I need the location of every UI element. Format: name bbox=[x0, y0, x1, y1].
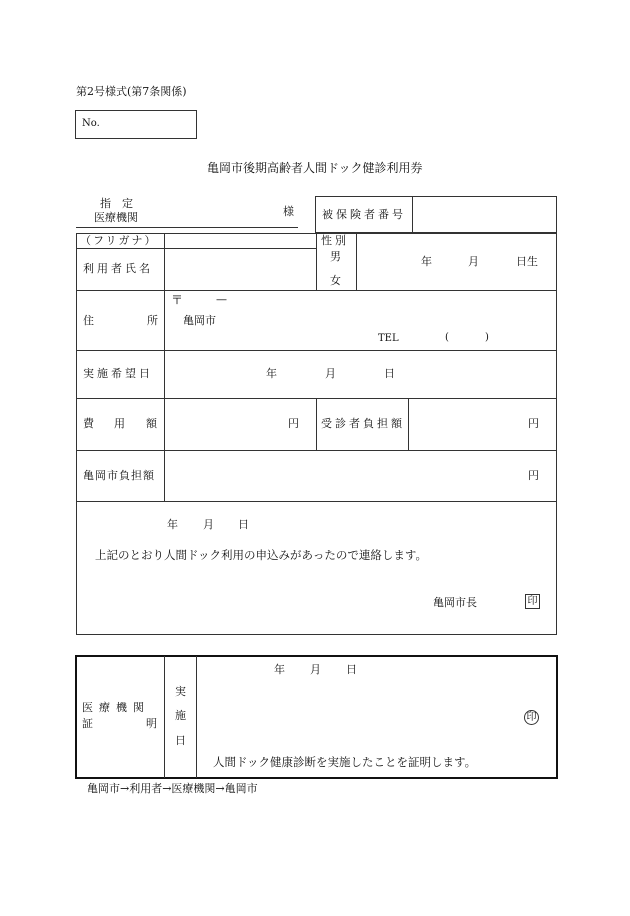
cert-month: 月 bbox=[310, 663, 321, 676]
cert-date-field[interactable] bbox=[197, 657, 556, 757]
cert-seal-icon: 印 bbox=[524, 710, 539, 725]
exec-date-char-3: 日 bbox=[175, 734, 186, 747]
notice-month: 月 bbox=[203, 518, 214, 531]
cert-statement: 人間ドック健康診断を実施したことを証明します。 bbox=[213, 755, 477, 769]
birth-day-label: 日生 bbox=[516, 255, 538, 268]
routing-line: 亀岡市→利用者→医療機関→亀岡市 bbox=[87, 782, 258, 795]
notice-day: 日 bbox=[238, 518, 249, 531]
notice-year: 年 bbox=[167, 518, 178, 531]
patient-burden-yen: 円 bbox=[528, 417, 539, 430]
desired-day-label: 日 bbox=[384, 367, 395, 380]
tel-open-paren: ( bbox=[445, 332, 449, 343]
cost-yen: 円 bbox=[288, 417, 299, 430]
tel-label: TEL bbox=[378, 333, 399, 344]
cost-label-1: 費 bbox=[83, 417, 94, 430]
notice-text: 上記のとおり人間ドック利用の申込みがあったので連絡します。 bbox=[95, 548, 428, 562]
gender-male[interactable]: 男 bbox=[330, 250, 341, 263]
exec-date-char-2: 施 bbox=[175, 709, 186, 722]
birth-month-label: 月 bbox=[468, 255, 479, 268]
birth-year-label: 年 bbox=[421, 255, 432, 268]
mayor-label: 亀岡市長 bbox=[433, 596, 477, 609]
cert-label-line1: 医療機関 bbox=[82, 701, 150, 714]
city-burden-label: 亀岡市負担額 bbox=[83, 469, 155, 482]
honorific-sama: 様 bbox=[283, 205, 294, 218]
insured-number-label: 被保険者番号 bbox=[322, 208, 406, 221]
cost-label-2: 用 bbox=[114, 417, 125, 430]
postal-mark: 〒 bbox=[171, 293, 184, 307]
cert-label-line2b: 明 bbox=[146, 717, 157, 730]
document-title: 亀岡市後期高齢者人間ドック健診利用券 bbox=[207, 161, 423, 175]
cert-label-line2a: 証 bbox=[82, 717, 93, 730]
address-label-1: 住 bbox=[83, 314, 94, 327]
postal-dash: — bbox=[216, 293, 227, 306]
gender-female[interactable]: 女 bbox=[330, 274, 341, 287]
insured-number-field[interactable] bbox=[413, 197, 556, 232]
designated-label: 指 定 bbox=[100, 197, 133, 210]
desired-month-label: 月 bbox=[325, 367, 336, 380]
exec-date-char-1: 実 bbox=[175, 685, 186, 698]
form-reference: 第2号様式(第7条関係) bbox=[76, 85, 187, 98]
cert-year: 年 bbox=[274, 663, 285, 676]
mayor-seal-icon: 印 bbox=[525, 594, 540, 609]
patient-burden-label: 受診者負担額 bbox=[321, 417, 405, 430]
cert-day: 日 bbox=[346, 663, 357, 676]
cost-label-3: 額 bbox=[146, 417, 157, 430]
medical-institution-label: 医療機関 bbox=[94, 211, 138, 224]
address-field[interactable] bbox=[165, 291, 556, 349]
address-label-2: 所 bbox=[147, 314, 158, 327]
tel-close-paren: ) bbox=[485, 332, 489, 343]
address-city: 亀岡市 bbox=[183, 314, 216, 327]
institution-underline bbox=[76, 227, 298, 228]
city-burden-field[interactable] bbox=[165, 451, 556, 500]
desired-date-label: 実施希望日 bbox=[83, 367, 153, 380]
city-burden-yen: 円 bbox=[528, 469, 539, 482]
gender-label: 性別 bbox=[321, 234, 349, 247]
furigana-field[interactable] bbox=[165, 234, 315, 248]
user-name-label: 利用者氏名 bbox=[83, 262, 153, 275]
furigana-label: （フリガナ） bbox=[80, 234, 158, 247]
desired-date-field[interactable] bbox=[165, 351, 556, 397]
number-label: No. bbox=[82, 118, 100, 129]
user-name-field[interactable] bbox=[165, 249, 315, 290]
desired-year-label: 年 bbox=[266, 367, 277, 380]
